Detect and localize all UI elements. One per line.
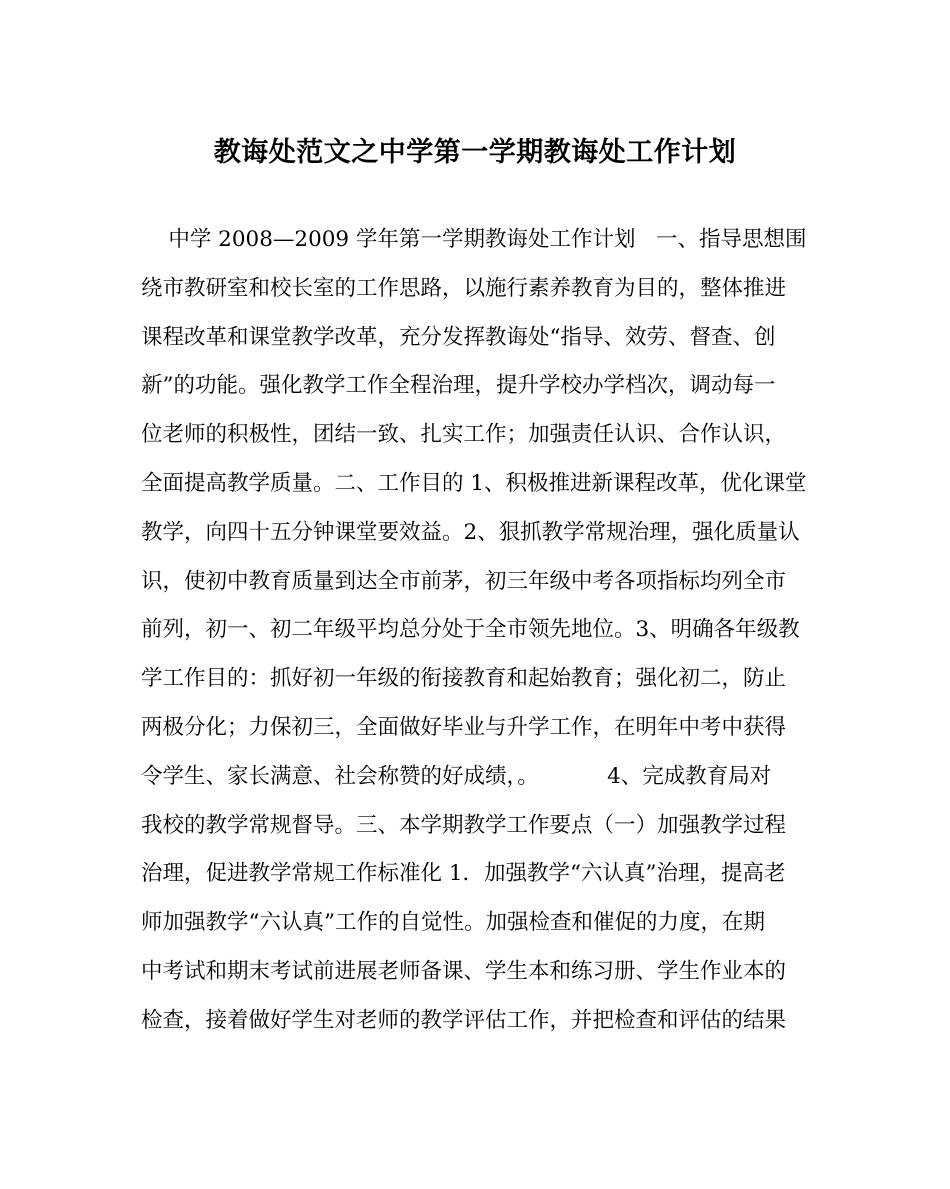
- body-line-2: 绕市教研室和校长室的工作思路，以施行素养教育为目的，整体推进: [141, 275, 787, 301]
- body-line-16: 中考试和期末考试前进展老师备课、学生本和练习册、学生作业本的: [141, 958, 787, 984]
- body-line-13: 我校的教学常规督导。三、本学期教学工作要点（一）加强教学过程: [141, 812, 787, 838]
- body-line-5: 位老师的积极性，团结一致、扎实工作；加强责任认识、合作认识，: [141, 422, 787, 448]
- document-title: 教诲处范文之中学第一学期教诲处工作计划: [213, 137, 737, 168]
- body-line-10: 学工作目的：抓好初一年级的衔接教育和起始教育；强化初二，防止: [141, 666, 787, 692]
- body-line-11: 两极分化；力保初三，全面做好毕业与升学工作，在明年中考中获得: [141, 714, 787, 740]
- document-body: [141, 220, 811, 1050]
- body-line-14: 治理，促进教学常规工作标准化 1．加强教学“六认真”治理，提高老: [141, 861, 786, 887]
- body-line-7: 教学，向四十五分钟课堂要效益。2、狠抓教学常规治理，强化质量认: [141, 519, 800, 545]
- body-line-12: 令学生、家长满意、社会称赞的好成绩，。 4、完成教育局对: [141, 763, 772, 789]
- body-line-6: 全面提高教学质量。二、工作目的 1、积极推进新课程改革，优化课堂: [141, 470, 807, 496]
- body-line-15: 师加强教学“六认真”工作的自觉性。加强检查和催促的力度，在期: [141, 910, 765, 936]
- body-line-1: 中学 2008—2009 学年第一学期教诲处工作计划 一、指导思想围: [141, 227, 807, 252]
- body-line-17: 检查，接着做好学生对老师的教学评估工作，并把检查和评估的结果: [141, 1007, 787, 1033]
- body-line-3: 课程改革和课堂教学改革，充分发挥教诲处“指导、效劳、督查、创: [141, 324, 776, 350]
- body-line-4: 新”的功能。强化教学工作全程治理，提升学校办学档次，调动每一: [141, 373, 776, 399]
- body-line-9: 前列，初一、初二年级平均总分处于全市领先地位。3、明确各年级教: [141, 617, 800, 643]
- body-line-8: 识，使初中教育质量到达全市前茅，初三年级中考各项指标均列全市: [141, 568, 787, 594]
